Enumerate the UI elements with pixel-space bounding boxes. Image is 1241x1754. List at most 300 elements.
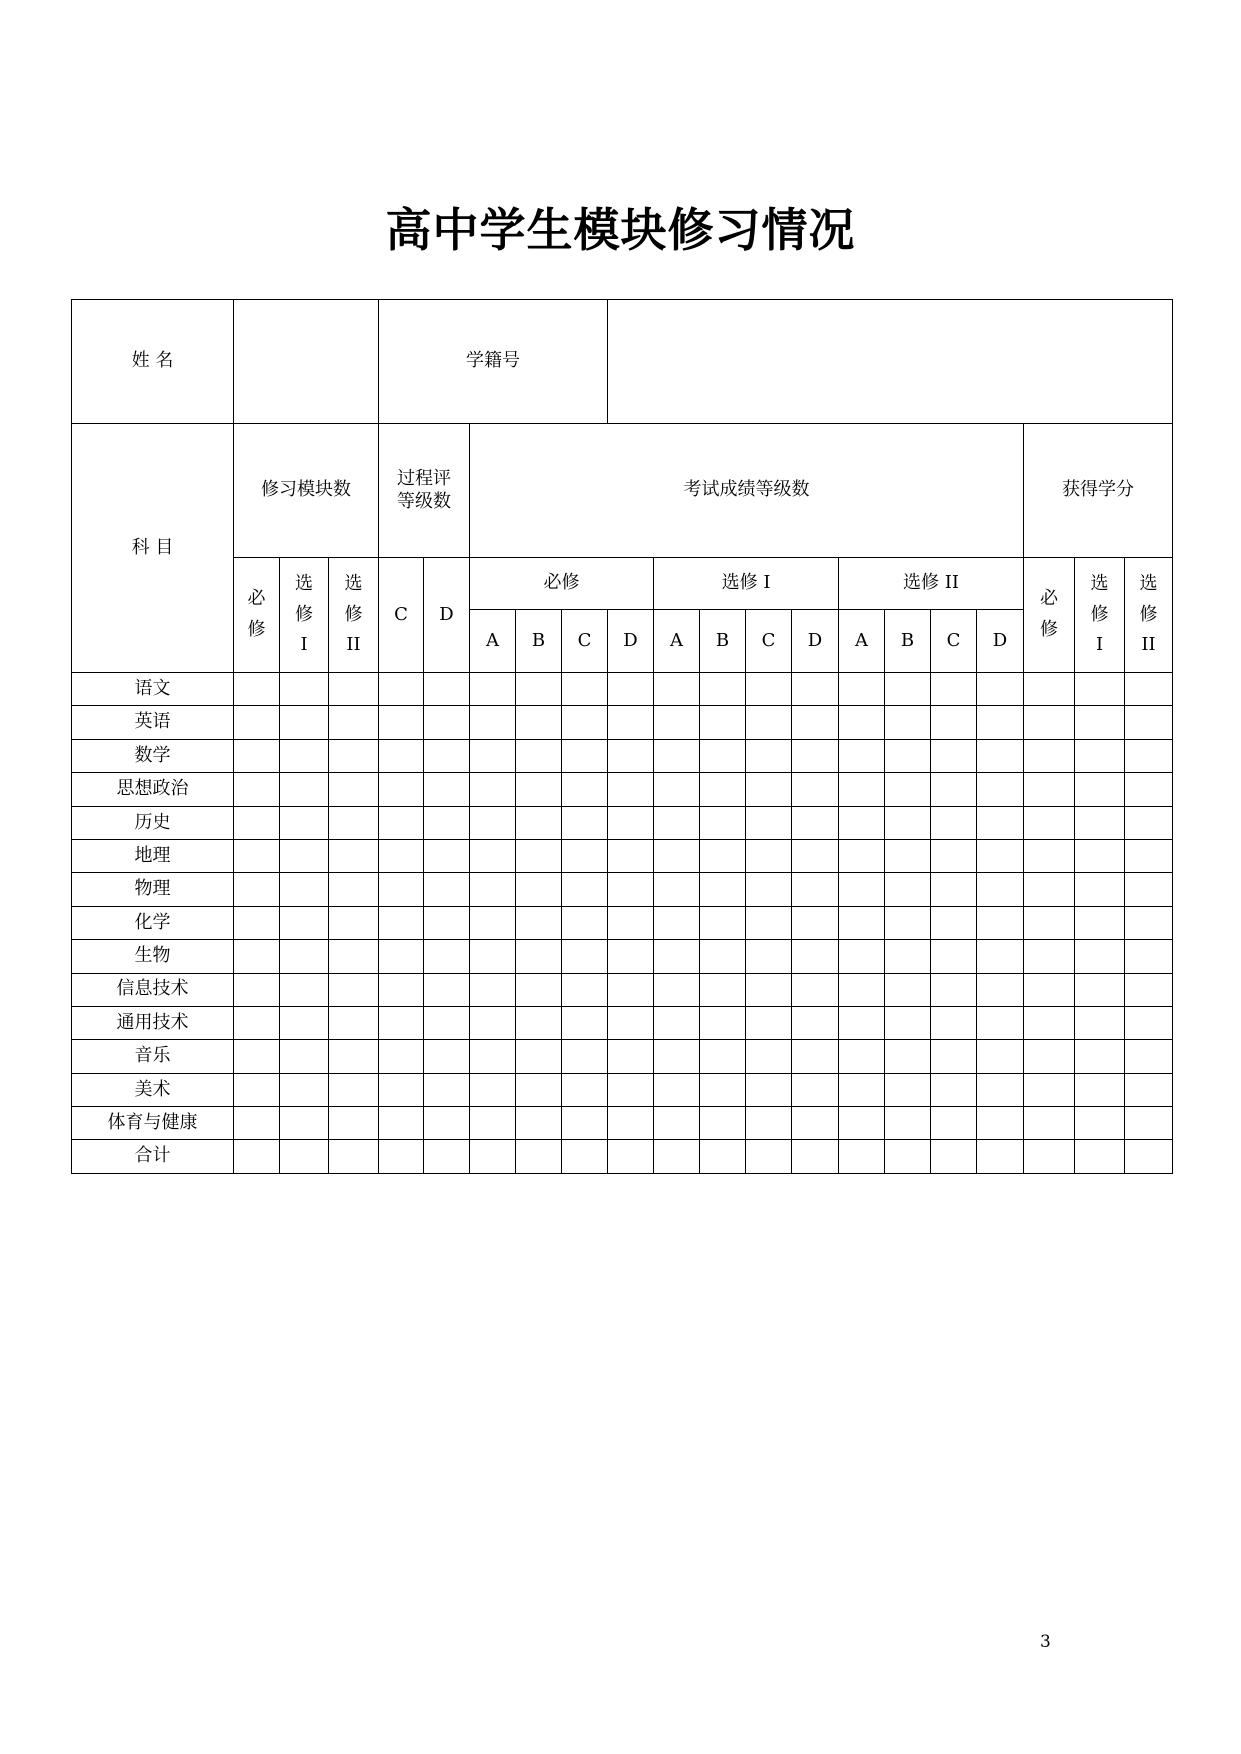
entry-cell[interactable] [1125,1006,1173,1039]
entry-cell[interactable] [470,806,516,839]
entry-cell[interactable] [329,839,379,872]
entry-cell[interactable] [792,873,839,906]
entry-cell[interactable] [329,906,379,939]
entry-cell[interactable] [1075,973,1125,1006]
entry-cell[interactable] [562,773,608,806]
entry-cell[interactable] [1075,1073,1125,1106]
entry-cell[interactable] [746,1006,792,1039]
entry-cell[interactable] [792,773,839,806]
entry-cell[interactable] [280,1107,329,1140]
entry-cell[interactable] [562,706,608,739]
entry-cell[interactable] [379,973,424,1006]
entry-cell[interactable] [329,706,379,739]
entry-cell[interactable] [839,1073,885,1106]
entry-cell[interactable] [424,1040,470,1073]
entry-cell[interactable] [379,873,424,906]
entry-cell[interactable] [746,973,792,1006]
entry-cell[interactable] [839,839,885,872]
entry-cell[interactable] [746,739,792,772]
entry-cell[interactable] [234,1040,280,1073]
entry-cell[interactable] [1125,673,1173,706]
entry-cell[interactable] [746,806,792,839]
entry-cell[interactable] [379,906,424,939]
entry-cell[interactable] [931,673,977,706]
entry-cell[interactable] [379,1006,424,1039]
entry-cell[interactable] [1125,1140,1173,1173]
entry-cell[interactable] [746,1140,792,1173]
entry-cell[interactable] [280,906,329,939]
entry-cell[interactable] [792,973,839,1006]
entry-cell[interactable] [839,706,885,739]
entry-cell[interactable] [654,839,700,872]
entry-cell[interactable] [654,739,700,772]
entry-cell[interactable] [280,1140,329,1173]
entry-cell[interactable] [700,940,746,973]
entry-cell[interactable] [379,1040,424,1073]
entry-cell[interactable] [654,1073,700,1106]
entry-cell[interactable] [746,906,792,939]
entry-cell[interactable] [379,773,424,806]
entry-cell[interactable] [931,1040,977,1073]
entry-cell[interactable] [1024,940,1075,973]
entry-cell[interactable] [654,1006,700,1039]
entry-cell[interactable] [1075,1140,1125,1173]
entry-cell[interactable] [608,1107,654,1140]
entry-cell[interactable] [885,1040,931,1073]
entry-cell[interactable] [700,1140,746,1173]
entry-cell[interactable] [424,839,470,872]
entry-cell[interactable] [424,973,470,1006]
entry-cell[interactable] [562,1073,608,1106]
entry-cell[interactable] [839,1006,885,1039]
entry-cell[interactable] [516,973,562,1006]
entry-cell[interactable] [379,839,424,872]
entry-cell[interactable] [885,940,931,973]
entry-cell[interactable] [885,873,931,906]
entry-cell[interactable] [1024,1107,1075,1140]
entry-cell[interactable] [792,673,839,706]
entry-cell[interactable] [700,773,746,806]
entry-cell[interactable] [280,873,329,906]
entry-cell[interactable] [977,739,1024,772]
entry-cell[interactable] [885,1073,931,1106]
entry-cell[interactable] [608,1140,654,1173]
entry-cell[interactable] [931,1006,977,1039]
entry-cell[interactable] [280,973,329,1006]
entry-cell[interactable] [608,873,654,906]
entry-cell[interactable] [654,906,700,939]
entry-cell[interactable] [1024,1040,1075,1073]
entry-cell[interactable] [470,673,516,706]
entry-cell[interactable] [977,673,1024,706]
entry-cell[interactable] [885,706,931,739]
entry-cell[interactable] [1125,1073,1173,1106]
name-field[interactable] [234,300,379,424]
entry-cell[interactable] [234,806,280,839]
entry-cell[interactable] [1075,773,1125,806]
entry-cell[interactable] [562,1006,608,1039]
entry-cell[interactable] [746,673,792,706]
entry-cell[interactable] [234,940,280,973]
entry-cell[interactable] [234,773,280,806]
entry-cell[interactable] [700,1006,746,1039]
entry-cell[interactable] [424,1073,470,1106]
entry-cell[interactable] [931,1140,977,1173]
entry-cell[interactable] [608,739,654,772]
entry-cell[interactable] [379,940,424,973]
entry-cell[interactable] [562,806,608,839]
entry-cell[interactable] [608,940,654,973]
entry-cell[interactable] [700,839,746,872]
entry-cell[interactable] [792,1040,839,1073]
entry-cell[interactable] [424,706,470,739]
entry-cell[interactable] [329,1006,379,1039]
entry-cell[interactable] [1125,940,1173,973]
entry-cell[interactable] [470,1006,516,1039]
entry-cell[interactable] [931,806,977,839]
entry-cell[interactable] [516,1140,562,1173]
entry-cell[interactable] [931,873,977,906]
entry-cell[interactable] [470,906,516,939]
entry-cell[interactable] [562,1040,608,1073]
entry-cell[interactable] [379,1107,424,1140]
entry-cell[interactable] [792,1006,839,1039]
entry-cell[interactable] [1125,873,1173,906]
entry-cell[interactable] [885,973,931,1006]
entry-cell[interactable] [885,839,931,872]
entry-cell[interactable] [700,706,746,739]
entry-cell[interactable] [234,1073,280,1106]
entry-cell[interactable] [280,1040,329,1073]
entry-cell[interactable] [516,739,562,772]
entry-cell[interactable] [700,1107,746,1140]
entry-cell[interactable] [700,1073,746,1106]
entry-cell[interactable] [608,839,654,872]
entry-cell[interactable] [516,1006,562,1039]
entry-cell[interactable] [329,940,379,973]
entry-cell[interactable] [562,973,608,1006]
entry-cell[interactable] [424,773,470,806]
entry-cell[interactable] [379,1073,424,1106]
entry-cell[interactable] [424,673,470,706]
entry-cell[interactable] [234,739,280,772]
entry-cell[interactable] [654,1140,700,1173]
entry-cell[interactable] [654,873,700,906]
entry-cell[interactable] [977,1040,1024,1073]
entry-cell[interactable] [329,1040,379,1073]
entry-cell[interactable] [931,940,977,973]
entry-cell[interactable] [608,706,654,739]
entry-cell[interactable] [1075,873,1125,906]
entry-cell[interactable] [280,806,329,839]
entry-cell[interactable] [424,940,470,973]
entry-cell[interactable] [562,1107,608,1140]
entry-cell[interactable] [379,806,424,839]
entry-cell[interactable] [1024,773,1075,806]
entry-cell[interactable] [977,806,1024,839]
entry-cell[interactable] [654,973,700,1006]
entry-cell[interactable] [608,1040,654,1073]
entry-cell[interactable] [379,739,424,772]
entry-cell[interactable] [470,839,516,872]
entry-cell[interactable] [931,773,977,806]
entry-cell[interactable] [839,906,885,939]
entry-cell[interactable] [746,1073,792,1106]
entry-cell[interactable] [1075,739,1125,772]
entry-cell[interactable] [234,873,280,906]
entry-cell[interactable] [931,839,977,872]
entry-cell[interactable] [1125,806,1173,839]
entry-cell[interactable] [746,773,792,806]
entry-cell[interactable] [562,673,608,706]
entry-cell[interactable] [885,773,931,806]
entry-cell[interactable] [931,739,977,772]
entry-cell[interactable] [700,906,746,939]
entry-cell[interactable] [654,673,700,706]
entry-cell[interactable] [329,1107,379,1140]
entry-cell[interactable] [470,940,516,973]
entry-cell[interactable] [885,1107,931,1140]
entry-cell[interactable] [977,940,1024,973]
student-id-field[interactable] [608,300,1173,424]
entry-cell[interactable] [839,940,885,973]
entry-cell[interactable] [746,873,792,906]
entry-cell[interactable] [931,973,977,1006]
entry-cell[interactable] [516,839,562,872]
entry-cell[interactable] [700,873,746,906]
entry-cell[interactable] [280,1006,329,1039]
entry-cell[interactable] [1075,1107,1125,1140]
entry-cell[interactable] [470,739,516,772]
entry-cell[interactable] [470,1073,516,1106]
entry-cell[interactable] [516,673,562,706]
entry-cell[interactable] [839,1040,885,1073]
entry-cell[interactable] [1024,1140,1075,1173]
entry-cell[interactable] [1024,706,1075,739]
entry-cell[interactable] [792,940,839,973]
entry-cell[interactable] [1024,806,1075,839]
entry-cell[interactable] [608,906,654,939]
entry-cell[interactable] [608,673,654,706]
entry-cell[interactable] [839,806,885,839]
entry-cell[interactable] [1125,739,1173,772]
entry-cell[interactable] [977,1107,1024,1140]
entry-cell[interactable] [977,706,1024,739]
entry-cell[interactable] [792,706,839,739]
entry-cell[interactable] [885,1006,931,1039]
entry-cell[interactable] [1024,839,1075,872]
entry-cell[interactable] [746,940,792,973]
entry-cell[interactable] [280,1073,329,1106]
entry-cell[interactable] [470,1140,516,1173]
entry-cell[interactable] [234,906,280,939]
entry-cell[interactable] [931,1107,977,1140]
entry-cell[interactable] [977,839,1024,872]
entry-cell[interactable] [280,706,329,739]
entry-cell[interactable] [792,1140,839,1173]
entry-cell[interactable] [1125,706,1173,739]
entry-cell[interactable] [516,940,562,973]
entry-cell[interactable] [746,1040,792,1073]
entry-cell[interactable] [234,839,280,872]
entry-cell[interactable] [931,906,977,939]
entry-cell[interactable] [792,1107,839,1140]
entry-cell[interactable] [654,940,700,973]
entry-cell[interactable] [329,806,379,839]
entry-cell[interactable] [424,806,470,839]
entry-cell[interactable] [516,1073,562,1106]
entry-cell[interactable] [700,673,746,706]
entry-cell[interactable] [885,1140,931,1173]
entry-cell[interactable] [234,673,280,706]
entry-cell[interactable] [1125,1107,1173,1140]
entry-cell[interactable] [885,806,931,839]
entry-cell[interactable] [1024,1006,1075,1039]
entry-cell[interactable] [885,906,931,939]
entry-cell[interactable] [608,773,654,806]
entry-cell[interactable] [562,739,608,772]
entry-cell[interactable] [1024,873,1075,906]
entry-cell[interactable] [977,1140,1024,1173]
entry-cell[interactable] [977,773,1024,806]
entry-cell[interactable] [839,873,885,906]
entry-cell[interactable] [700,973,746,1006]
entry-cell[interactable] [977,1006,1024,1039]
entry-cell[interactable] [1125,839,1173,872]
entry-cell[interactable] [424,739,470,772]
entry-cell[interactable] [379,706,424,739]
entry-cell[interactable] [1024,973,1075,1006]
entry-cell[interactable] [839,1107,885,1140]
entry-cell[interactable] [1024,1073,1075,1106]
entry-cell[interactable] [234,1140,280,1173]
entry-cell[interactable] [280,739,329,772]
entry-cell[interactable] [839,1140,885,1173]
entry-cell[interactable] [746,1107,792,1140]
entry-cell[interactable] [977,1073,1024,1106]
entry-cell[interactable] [562,940,608,973]
entry-cell[interactable] [280,773,329,806]
entry-cell[interactable] [470,1040,516,1073]
entry-cell[interactable] [516,906,562,939]
entry-cell[interactable] [329,773,379,806]
entry-cell[interactable] [654,806,700,839]
entry-cell[interactable] [885,739,931,772]
entry-cell[interactable] [234,1107,280,1140]
entry-cell[interactable] [792,839,839,872]
entry-cell[interactable] [700,739,746,772]
entry-cell[interactable] [608,806,654,839]
entry-cell[interactable] [562,839,608,872]
entry-cell[interactable] [839,973,885,1006]
entry-cell[interactable] [379,673,424,706]
entry-cell[interactable] [470,773,516,806]
entry-cell[interactable] [1075,806,1125,839]
entry-cell[interactable] [608,1073,654,1106]
entry-cell[interactable] [516,1107,562,1140]
entry-cell[interactable] [329,673,379,706]
entry-cell[interactable] [1024,673,1075,706]
entry-cell[interactable] [1075,940,1125,973]
entry-cell[interactable] [792,1073,839,1106]
entry-cell[interactable] [792,739,839,772]
entry-cell[interactable] [839,673,885,706]
entry-cell[interactable] [562,1140,608,1173]
entry-cell[interactable] [424,1006,470,1039]
entry-cell[interactable] [1075,1006,1125,1039]
entry-cell[interactable] [654,1107,700,1140]
entry-cell[interactable] [654,773,700,806]
entry-cell[interactable] [1075,839,1125,872]
entry-cell[interactable] [931,706,977,739]
entry-cell[interactable] [931,1073,977,1106]
entry-cell[interactable] [516,1040,562,1073]
entry-cell[interactable] [608,973,654,1006]
entry-cell[interactable] [562,906,608,939]
entry-cell[interactable] [1024,739,1075,772]
entry-cell[interactable] [839,739,885,772]
entry-cell[interactable] [1125,773,1173,806]
entry-cell[interactable] [562,873,608,906]
entry-cell[interactable] [700,806,746,839]
entry-cell[interactable] [470,706,516,739]
entry-cell[interactable] [1075,906,1125,939]
entry-cell[interactable] [280,940,329,973]
entry-cell[interactable] [470,973,516,1006]
entry-cell[interactable] [280,673,329,706]
entry-cell[interactable] [234,1006,280,1039]
entry-cell[interactable] [329,1140,379,1173]
entry-cell[interactable] [516,773,562,806]
entry-cell[interactable] [234,973,280,1006]
entry-cell[interactable] [470,1107,516,1140]
entry-cell[interactable] [885,673,931,706]
entry-cell[interactable] [329,1073,379,1106]
entry-cell[interactable] [977,973,1024,1006]
entry-cell[interactable] [329,973,379,1006]
entry-cell[interactable] [700,1040,746,1073]
entry-cell[interactable] [792,906,839,939]
entry-cell[interactable] [379,1140,424,1173]
entry-cell[interactable] [424,873,470,906]
entry-cell[interactable] [746,839,792,872]
entry-cell[interactable] [1075,706,1125,739]
entry-cell[interactable] [234,706,280,739]
entry-cell[interactable] [470,873,516,906]
entry-cell[interactable] [280,839,329,872]
entry-cell[interactable] [977,906,1024,939]
entry-cell[interactable] [424,906,470,939]
entry-cell[interactable] [516,806,562,839]
entry-cell[interactable] [792,806,839,839]
entry-cell[interactable] [329,873,379,906]
entry-cell[interactable] [424,1107,470,1140]
entry-cell[interactable] [1125,906,1173,939]
entry-cell[interactable] [516,706,562,739]
entry-cell[interactable] [1024,906,1075,939]
entry-cell[interactable] [1075,1040,1125,1073]
entry-cell[interactable] [1125,973,1173,1006]
entry-cell[interactable] [746,706,792,739]
entry-cell[interactable] [329,739,379,772]
entry-cell[interactable] [1075,673,1125,706]
entry-cell[interactable] [424,1140,470,1173]
entry-cell[interactable] [516,873,562,906]
entry-cell[interactable] [654,1040,700,1073]
entry-cell[interactable] [654,706,700,739]
entry-cell[interactable] [1125,1040,1173,1073]
entry-cell[interactable] [608,1006,654,1039]
